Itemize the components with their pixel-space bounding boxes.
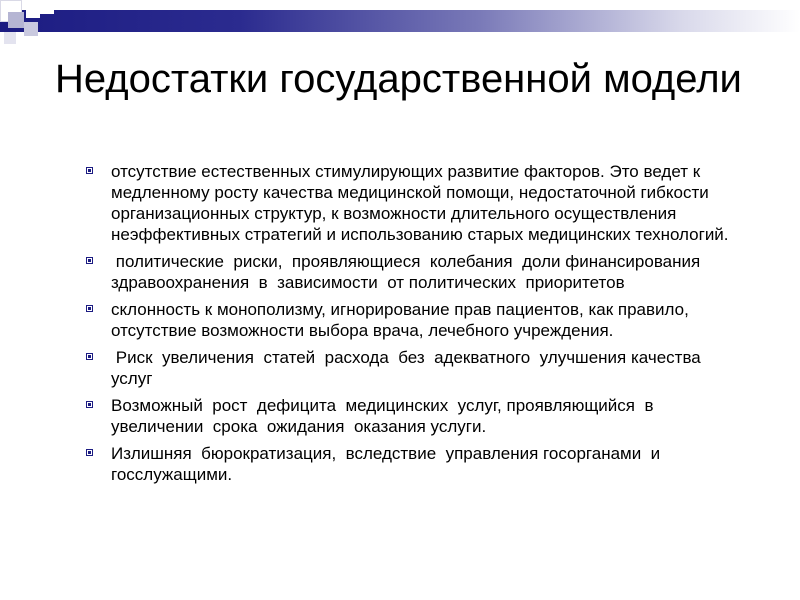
bullet-text: отсутствие естественных стимулирующих развитие факторов. Это ведет к медленному росту качества медицинской помощи, недостаточной гибкости организационных структур, к возможности длительного осуществления неэффективных стратегий и использованию старых медицинских технологий. <box>111 162 729 244</box>
slide-title: Недостатки государственной модели <box>55 57 742 101</box>
square-bullet-icon <box>86 401 93 408</box>
bullet-text: Излишняя бюрократизация, вследствие управления госорганами и госслужащими. <box>111 444 670 484</box>
bullet-text: Риск увеличения статей расхода без адекватного улучшения качества услуг <box>111 348 711 388</box>
bullet-item <box>86 443 746 485</box>
square-bullet-icon <box>86 305 93 312</box>
bullet-item <box>86 299 746 341</box>
bullet-item <box>86 161 746 245</box>
decorative-square <box>4 32 16 44</box>
bullet-item <box>86 395 746 437</box>
bullet-text: Возможный рост дефицита медицинских услуг, проявляющийся в увеличении срока ожидания оказания услуги. <box>111 396 663 436</box>
bullet-item <box>86 251 746 293</box>
decorative-square <box>8 12 24 28</box>
square-bullet-icon <box>86 449 93 456</box>
header-decorative-bar <box>0 10 800 32</box>
decorative-square <box>26 4 40 18</box>
square-bullet-icon <box>86 257 93 264</box>
bullet-text: политические риски, проявляющиеся колебания доли финансирования здравоохранения в зависимости от политических приоритетов <box>111 252 710 292</box>
decorative-square <box>24 22 38 36</box>
square-bullet-icon <box>86 167 93 174</box>
bullet-list <box>86 161 746 491</box>
bullet-item <box>86 347 746 389</box>
bullet-text: склонность к монополизму, игнорирование прав пациентов, как правило, отсутствие возможности выбора врача, лечебного учреждения. <box>111 300 689 340</box>
decorative-square <box>40 0 54 14</box>
square-bullet-icon <box>86 353 93 360</box>
